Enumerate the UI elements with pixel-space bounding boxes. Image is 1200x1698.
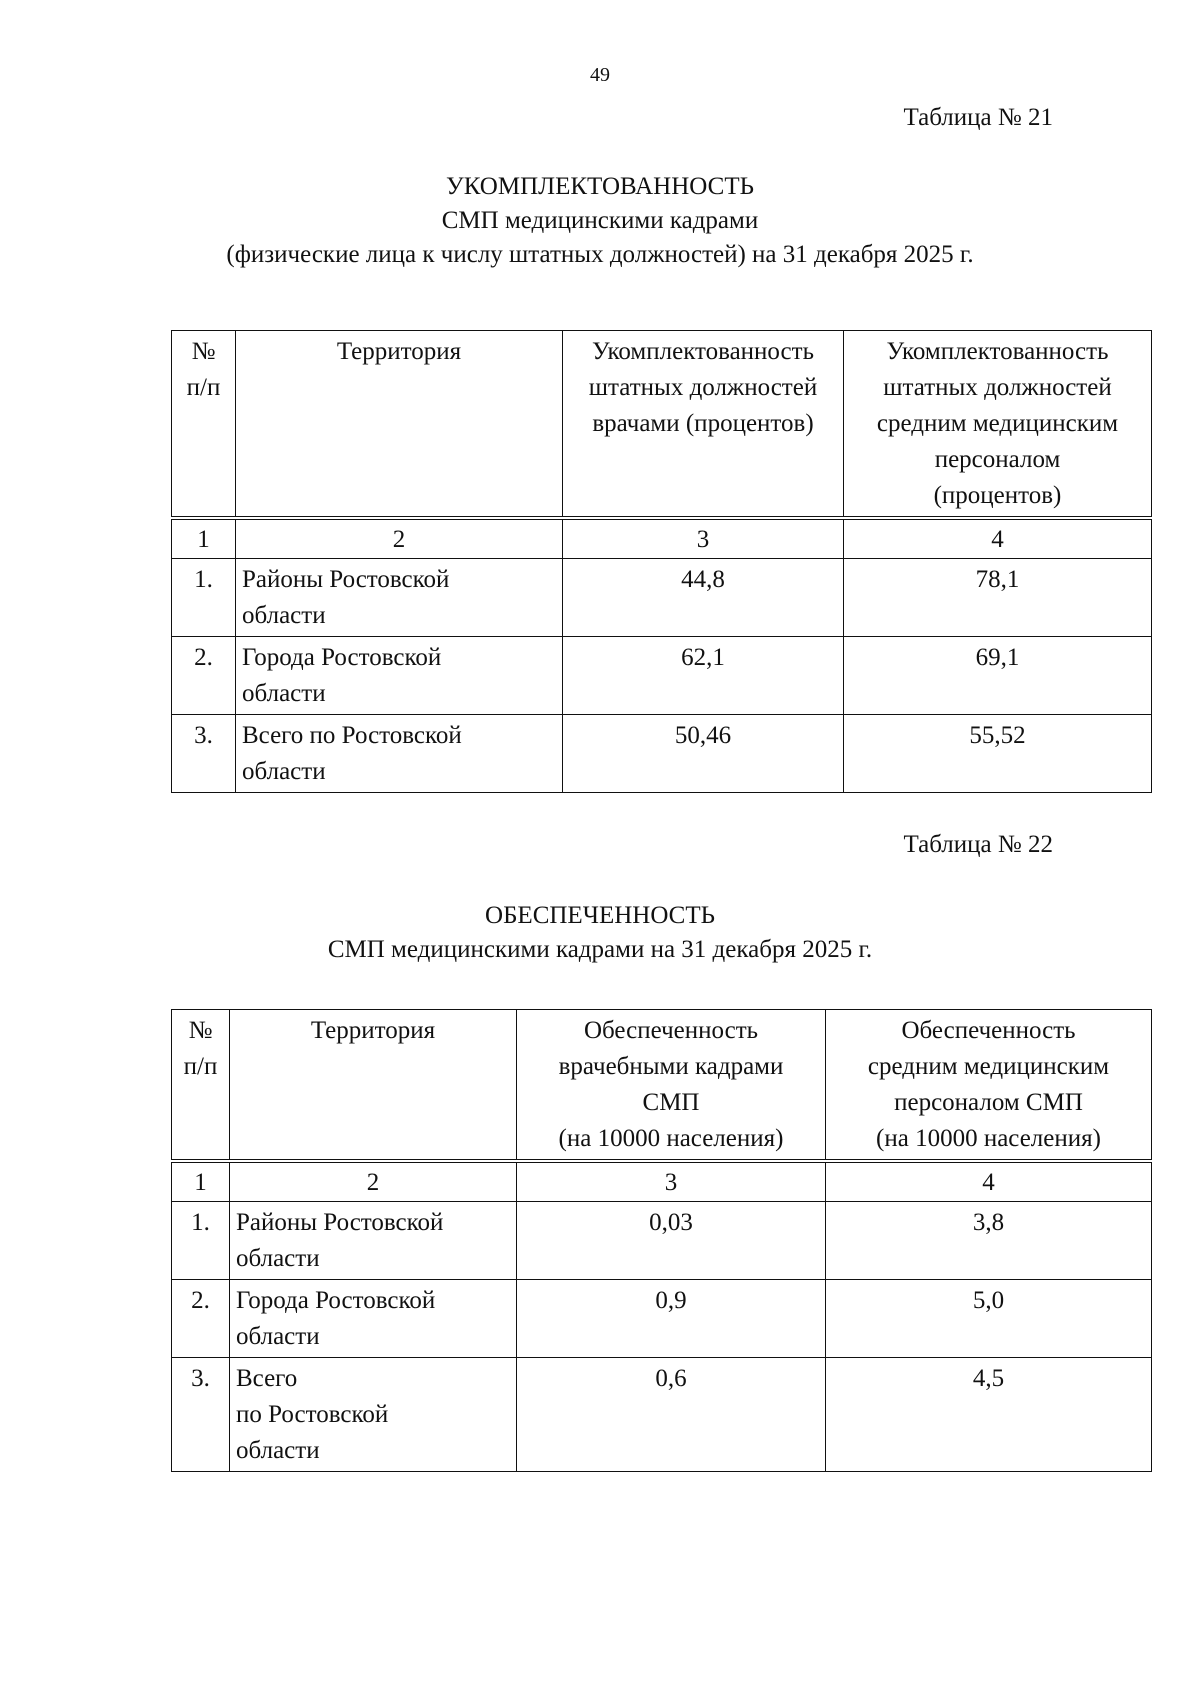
table-row (172, 715, 1152, 793)
row-territory: Всего по Ростовской области (230, 1358, 517, 1472)
table-row (172, 559, 1152, 637)
row-doctors-value: 62,1 (563, 637, 844, 715)
header-number: № п/п (172, 331, 236, 519)
row-number: 1. (172, 559, 236, 637)
header-territory: Территория (236, 331, 563, 519)
row-nurses-value: 4,5 (826, 1358, 1152, 1472)
column-number: 2 (236, 518, 563, 559)
table-header-row (172, 331, 1152, 519)
row-nurses-value: 5,0 (826, 1280, 1152, 1358)
table-21-title-line: СМП медицинскими кадрами (441, 207, 759, 234)
column-number: 2 (230, 1161, 517, 1202)
table-22-title-line: СМП медицинскими кадрами на 31 декабря 2025 г. (327, 936, 873, 963)
row-territory: Всего по Ростовской области (236, 715, 563, 793)
header-territory: Территория (230, 1010, 517, 1162)
staffing-table (171, 330, 1152, 793)
row-nurses-value: 55,52 (844, 715, 1152, 793)
column-number: 4 (826, 1161, 1152, 1202)
row-doctors-value: 0,6 (517, 1358, 826, 1472)
row-doctors-value: 44,8 (563, 559, 844, 637)
row-territory: Города Ростовской области (236, 637, 563, 715)
table-row (172, 1280, 1152, 1358)
column-number: 4 (844, 518, 1152, 559)
table-21-label: Таблица № 21 (903, 104, 1053, 131)
row-number: 1. (172, 1202, 230, 1280)
column-number: 1 (172, 518, 236, 559)
row-number: 2. (172, 1280, 230, 1358)
row-nurses-value: 78,1 (844, 559, 1152, 637)
row-doctors-value: 0,03 (517, 1202, 826, 1280)
table-21-title-line: (физические лица к числу штатных должностей) на 31 декабря 2025 г. (226, 241, 974, 268)
column-number-row (172, 518, 1152, 559)
page-number: 49 (590, 64, 610, 86)
row-number: 2. (172, 637, 236, 715)
column-number: 3 (563, 518, 844, 559)
table-row (172, 1358, 1152, 1472)
column-number-row (172, 1161, 1152, 1202)
column-number: 3 (517, 1161, 826, 1202)
table-21-title-line: УКОМПЛЕКТОВАННОСТЬ (446, 173, 754, 200)
table-row (172, 1202, 1152, 1280)
row-nurses-value: 69,1 (844, 637, 1152, 715)
table-22-label: Таблица № 22 (903, 831, 1053, 858)
row-number: 3. (172, 1358, 230, 1472)
header-number: № п/п (172, 1010, 230, 1162)
table-22-title (0, 899, 1200, 967)
table-header-row (172, 1010, 1152, 1162)
row-number: 3. (172, 715, 236, 793)
header-nurses: Укомплектованность штатных должностей средним медицинским персоналом (процентов) (844, 331, 1152, 519)
header-doctors: Укомплектованность штатных должностей врачами (процентов) (563, 331, 844, 519)
table-row (172, 637, 1152, 715)
header-nurses: Обеспеченность средним медицинским персоналом СМП (на 10000 населения) (826, 1010, 1152, 1162)
table-21-title (0, 170, 1200, 272)
provision-table (171, 1009, 1152, 1472)
row-doctors-value: 0,9 (517, 1280, 826, 1358)
header-doctors: Обеспеченность врачебными кадрами СМП (на 10000 населения) (517, 1010, 826, 1162)
row-territory: Районы Ростовской области (230, 1202, 517, 1280)
column-number: 1 (172, 1161, 230, 1202)
row-territory: Районы Ростовской области (236, 559, 563, 637)
row-nurses-value: 3,8 (826, 1202, 1152, 1280)
table-22-title-line: ОБЕСПЕЧЕННОСТЬ (485, 902, 715, 929)
row-territory: Города Ростовской области (230, 1280, 517, 1358)
row-doctors-value: 50,46 (563, 715, 844, 793)
